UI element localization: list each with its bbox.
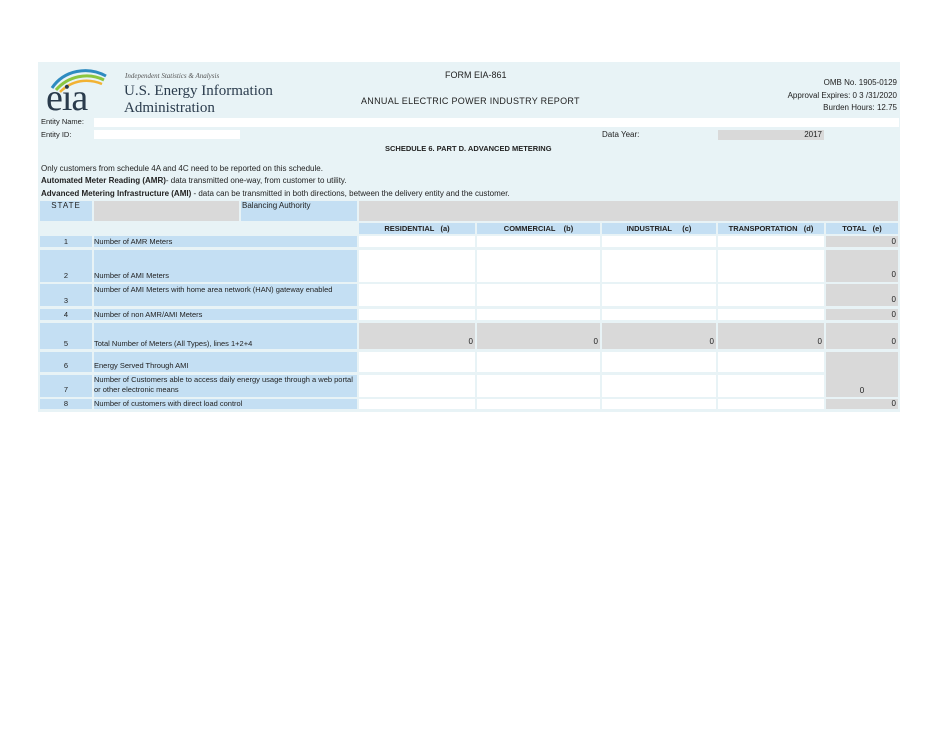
industrial-cell[interactable]: [602, 309, 716, 320]
total-cell: 0: [826, 323, 898, 349]
residential-cell[interactable]: [359, 375, 475, 397]
row-label: Number of non AMR/AMI Meters: [94, 309, 357, 320]
balancing-authority-field[interactable]: [359, 201, 898, 221]
transportation-cell[interactable]: [718, 352, 824, 372]
industrial-total-cell: 0: [602, 323, 716, 349]
amr-term: Automated Meter Reading (AMR): [41, 176, 166, 185]
data-year-label: Data Year:: [602, 130, 640, 139]
industrial-cell[interactable]: [602, 375, 716, 397]
total-cell: 0: [826, 284, 898, 306]
column-header-residential: RESIDENTIAL (a): [359, 223, 475, 234]
balancing-authority-header: Balancing Authority: [241, 201, 357, 221]
row-label: Number of AMI Meters: [94, 250, 357, 282]
transportation-cell[interactable]: [718, 375, 824, 397]
state-header: STATE: [40, 201, 92, 221]
row-label: Number of AMI Meters with home area network (HAN) gateway enabled: [94, 284, 357, 306]
state-field[interactable]: [94, 201, 239, 221]
ami-description: - data can be transmitted in both directions, between the delivery entity and the customer.: [191, 189, 510, 198]
industrial-cell[interactable]: [602, 236, 716, 247]
commercial-cell[interactable]: [477, 236, 600, 247]
industrial-cell[interactable]: [602, 250, 716, 282]
total-cell: 0: [826, 399, 898, 409]
row-number: 7: [40, 375, 92, 397]
column-header-total: TOTAL (e): [826, 223, 898, 234]
total-cell: 0: [859, 386, 865, 395]
row-label: Number of Customers able to access daily energy usage through a web portal or other electronic means: [94, 375, 357, 397]
commercial-cell[interactable]: [477, 250, 600, 282]
residential-cell[interactable]: [359, 284, 475, 306]
ami-term: Advanced Metering Infrastructure (AMI): [41, 189, 192, 198]
column-header-transportation: TRANSPORTATION (d): [718, 223, 824, 234]
agency-name-line2: Administration: [124, 100, 215, 116]
transportation-cell[interactable]: [718, 250, 824, 282]
approval-expires: Approval Expires: 0 3 /31/2020: [787, 91, 897, 100]
burden-hours: Burden Hours: 12.75: [823, 103, 897, 111]
column-header-industrial: INDUSTRIAL (c): [602, 223, 716, 234]
schedule-title: SCHEDULE 6. PART D. ADVANCED METERING: [385, 144, 552, 153]
residential-cell[interactable]: [359, 309, 475, 320]
entity-name-field[interactable]: [94, 118, 899, 127]
form-id: FORM EIA-861: [445, 70, 507, 80]
report-title: ANNUAL ELECTRIC POWER INDUSTRY REPORT: [361, 96, 580, 106]
omb-number: OMB No. 1905-0129: [823, 78, 897, 87]
note-amr: [41, 176, 347, 185]
total-cell: 0: [826, 309, 898, 320]
transportation-cell[interactable]: [718, 284, 824, 306]
data-year-value: 2017: [718, 130, 824, 140]
total-cell: 0: [826, 250, 898, 282]
commercial-total-cell: 0: [477, 323, 600, 349]
row-label: Number of AMR Meters: [94, 236, 357, 247]
row-number: 1: [40, 236, 92, 247]
agency-name-line1: U.S. Energy Information: [124, 83, 273, 99]
transportation-cell[interactable]: [718, 236, 824, 247]
residential-cell[interactable]: [359, 352, 475, 372]
row-number: 3: [40, 284, 92, 306]
row-label: Energy Served Through AMI: [94, 352, 357, 372]
eia-logo: [44, 66, 284, 118]
row-label: Number of customers with direct load control: [94, 399, 357, 409]
row-label: Total Number of Meters (All Types), lines 1+2+4: [94, 323, 357, 349]
residential-total-cell: 0: [359, 323, 475, 349]
residential-cell[interactable]: [359, 250, 475, 282]
eia-tagline: Independent Statistics & Analysis: [125, 72, 220, 80]
residential-cell[interactable]: [359, 399, 475, 409]
commercial-cell[interactable]: [477, 309, 600, 320]
transportation-cell[interactable]: [718, 399, 824, 409]
row-number: 8: [40, 399, 92, 409]
eia-logo-text: eia: [46, 77, 88, 119]
industrial-cell[interactable]: [602, 284, 716, 306]
note-schedule-scope: Only customers from schedule 4A and 4C need to be reported on this schedule.: [41, 164, 323, 173]
entity-name-label: Entity Name:: [41, 117, 84, 126]
transportation-total-cell: 0: [718, 323, 824, 349]
entity-id-label: Entity ID:: [41, 130, 72, 139]
row-number: 4: [40, 309, 92, 320]
industrial-cell[interactable]: [602, 352, 716, 372]
row-number: 2: [40, 250, 92, 282]
commercial-cell[interactable]: [477, 399, 600, 409]
entity-id-field[interactable]: [94, 130, 240, 139]
total-cell: 0: [826, 236, 898, 247]
residential-cell[interactable]: [359, 236, 475, 247]
commercial-cell[interactable]: [477, 375, 600, 397]
commercial-cell[interactable]: [477, 284, 600, 306]
note-ami: [41, 189, 510, 198]
column-header-commercial: COMMERCIAL (b): [477, 223, 600, 234]
row-number: 5: [40, 323, 92, 349]
transportation-cell[interactable]: [718, 309, 824, 320]
industrial-cell[interactable]: [602, 399, 716, 409]
row-number: 6: [40, 352, 92, 372]
commercial-cell[interactable]: [477, 352, 600, 372]
amr-description: - data transmitted one-way, from customer to utility.: [165, 176, 347, 185]
